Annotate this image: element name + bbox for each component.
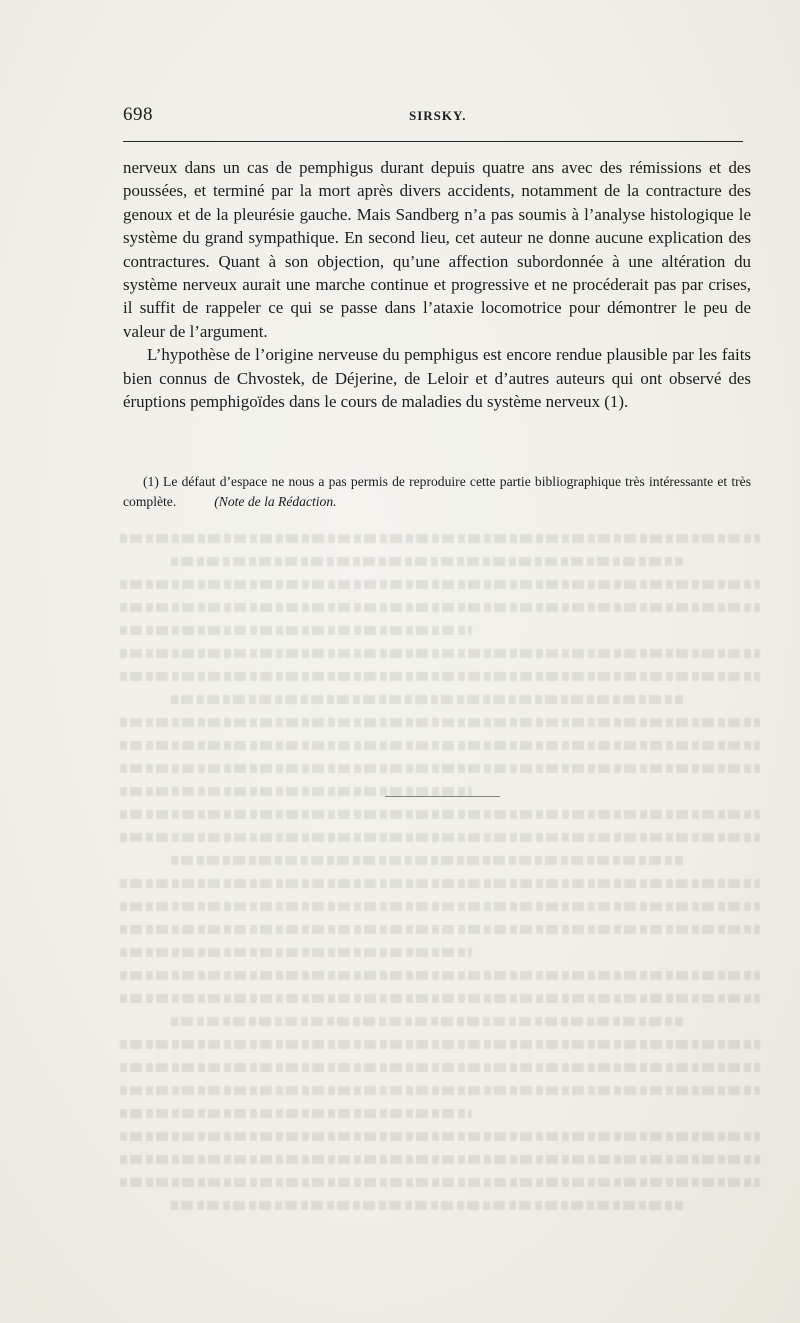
paragraph-2: L’hypothèse de l’origine nerveuse du pemphigus est encore rendue plausible par les faits bien connus de Chvostek, de Déjerine, de Leloir et d’autres auteurs qui ont observé des éruptions pemphigoïdes dans le cours de maladies du système nerveux (1).: [123, 345, 751, 412]
footnote-text: (1) Le défaut d’espace ne nous a pas permis de reproduire cette partie bibliographique très intéressante et très complète.: [123, 474, 751, 509]
running-head: SIRSKY.: [409, 108, 467, 123]
bleed-through-texture: [120, 520, 760, 1260]
bleed-through-divider: [385, 796, 500, 797]
footnote-paragraph: [123, 472, 751, 511]
page-header: [123, 104, 743, 134]
page-number: 698: [123, 104, 153, 125]
footnote-credit: (Note de la Rédaction.: [214, 493, 337, 509]
header-rule: [123, 141, 743, 142]
footnote: [123, 472, 751, 511]
paragraph-1: nerveux dans un cas de pemphigus durant depuis quatre ans avec des rémissions et des poussées, et terminé par la mort après divers accidents, notamment de la contracture des genoux et de la pleurésie gauche. Mais Sandberg n’a pas soumis à l’analyse histologique le système du grand sympathique. En second lieu, cet auteur ne donne aucune explication des contractures. Quant à son objection, qu’une affection subordonnée à une altération du système nerveux aurait une marche continue et progressive et ne procéderait pas par crises, il suffit de rappeler ce qui se passe dans l’ataxie locomotrice pour démontrer le peu de valeur de l’argument.: [123, 158, 751, 341]
body-text: [123, 156, 751, 413]
